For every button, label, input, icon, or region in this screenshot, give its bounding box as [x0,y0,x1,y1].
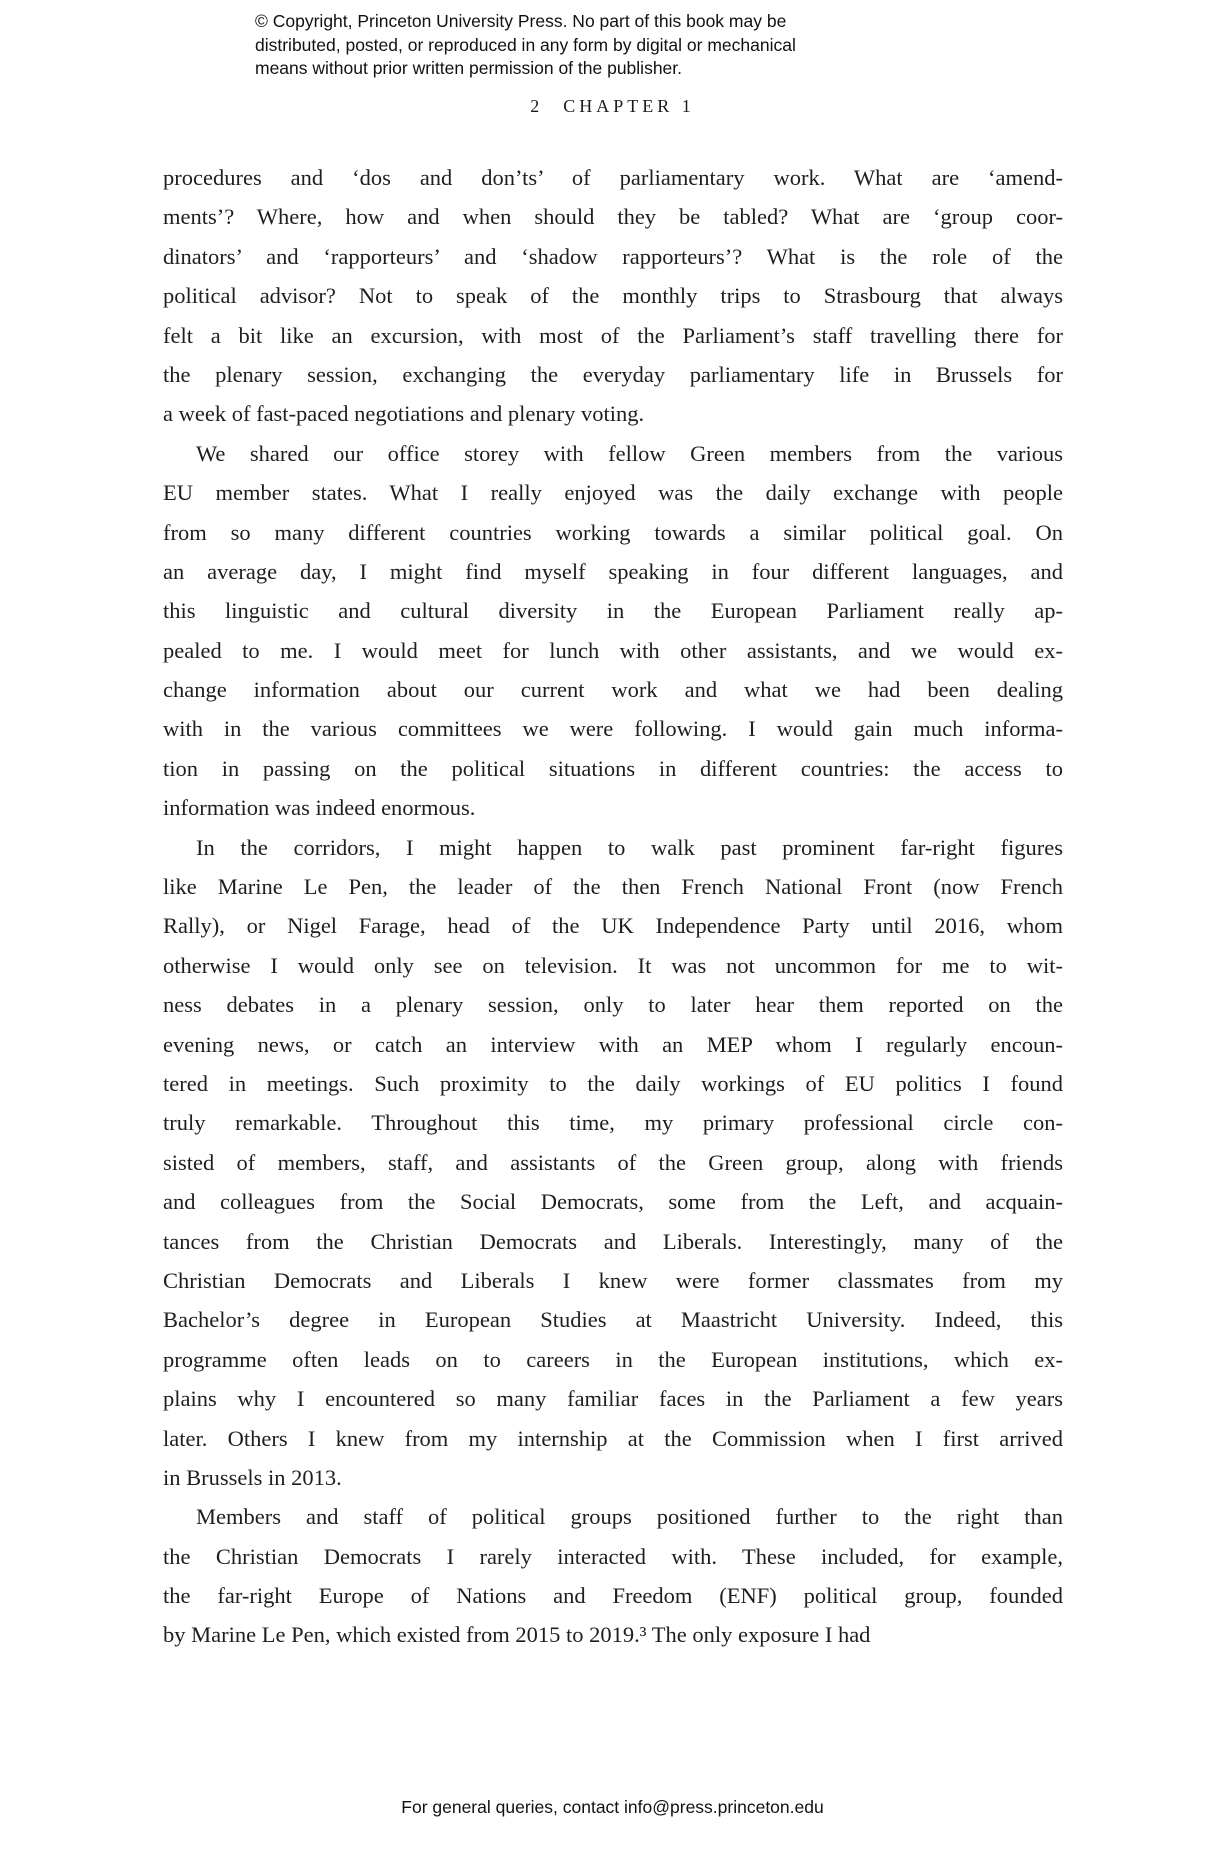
body-line: the Christian Democrats I rarely interacted with. These included, for example, [163,1543,1063,1569]
body-line: We shared our office storey with fellow Green members from the various [196,440,1063,466]
body-line: procedures and ‘dos and don’ts’ of parliamentary work. What are ‘amend- [163,165,1063,190]
body-line: and colleagues from the Social Democrats, some from the Left, and acquain- [163,1189,1063,1215]
body-line: from so many different countries working towards a similar political goal. On [163,519,1063,545]
copyright-line: distributed, posted, or reproduced in any form by digital or mechanical [255,34,796,55]
body-text [163,158,1063,1655]
body-line: Christian Democrats and Liberals I knew were former classmates from my [163,1267,1063,1293]
body-line: a week of fast-paced negotiations and plenary voting. [163,401,645,427]
body-line: In the corridors, I might happen to walk past prominent far-right figures [196,834,1063,860]
paragraph [163,1497,1063,1655]
body-line: pealed to me. I would meet for lunch with other assistants, and we would ex- [163,637,1063,663]
copyright-notice [255,10,796,81]
running-head [0,96,1225,117]
page-number: 2 [530,96,540,116]
body-line: tered in meetings. Such proximity to the daily workings of EU politics I found [163,1070,1063,1096]
body-line: tion in passing on the political situations in different countries: the access to [163,755,1063,781]
body-line: EU member states. What I really enjoyed was the daily exchange with people [163,480,1063,506]
body-line: like Marine Le Pen, the leader of the then French National Front (now French [163,874,1063,900]
body-line: Bachelor’s degree in European Studies at Maastricht University. Indeed, this [163,1307,1063,1333]
body-line: this linguistic and cultural diversity in the European Parliament really ap- [163,598,1063,624]
body-line: political advisor? Not to speak of the monthly trips to Strasbourg that always [163,283,1063,309]
body-line: dinators’ and ‘rapporteurs’ and ‘shadow rapporteurs’? What is the role of the [163,243,1063,269]
body-line: otherwise I would only see on television. It was not uncommon for me to wit- [163,952,1063,978]
paragraph [163,434,1063,828]
body-line: the far-right Europe of Nations and Freedom (ENF) political group, founded [163,1583,1063,1609]
body-line: in Brussels in 2013. [163,1464,342,1490]
paragraph [163,158,1063,434]
footer-queries-note: For general queries, contact info@press.princeton.edu [401,1797,824,1817]
body-line: with in the various committees we were following. I would gain much informa- [163,716,1063,742]
body-line: the plenary session, exchanging the everyday parliamentary life in Brussels for [163,361,1063,387]
body-line: tances from the Christian Democrats and Liberals. Interestingly, many of the [163,1228,1063,1254]
paragraph [163,828,1063,1498]
body-line: sisted of members, staff, and assistants of the Green group, along with friends [163,1149,1063,1175]
body-line: programme often leads on to careers in the European institutions, which ex- [163,1346,1063,1372]
body-line: Rally), or Nigel Farage, head of the UK Independence Party until 2016, whom [163,913,1063,939]
body-line: ments’? Where, how and when should they be tabled? What are ‘group coor- [163,204,1063,230]
body-line: information was indeed enormous. [163,795,476,821]
body-line: plains why I encountered so many familiar faces in the Parliament a few years [163,1386,1063,1412]
body-line: Members and staff of political groups positioned further to the right than [196,1504,1063,1530]
body-line: evening news, or catch an interview with an MEP whom I regularly encoun- [163,1031,1063,1057]
copyright-line: means without prior written permission of the publisher. [255,58,683,78]
body-line: change information about our current work and what we had been dealing [163,677,1063,703]
copyright-line: © Copyright, Princeton University Press. No part of this book may be [255,11,787,31]
body-line: an average day, I might find myself speaking in four different languages, and [163,558,1063,584]
body-line: later. Others I knew from my internship at the Commission when I first arrived [163,1425,1063,1451]
body-line: felt a bit like an excursion, with most of the Parliament’s staff travelling there for [163,322,1063,348]
body-line: truly remarkable. Throughout this time, my primary professional circle con- [163,1110,1063,1136]
body-line: ness debates in a plenary session, only to later hear them reported on the [163,992,1063,1018]
body-line: by Marine Le Pen, which existed from 2015 to 2019.³ The only exposure I had [163,1622,871,1648]
chapter-label: CHAPTER 1 [563,96,695,116]
